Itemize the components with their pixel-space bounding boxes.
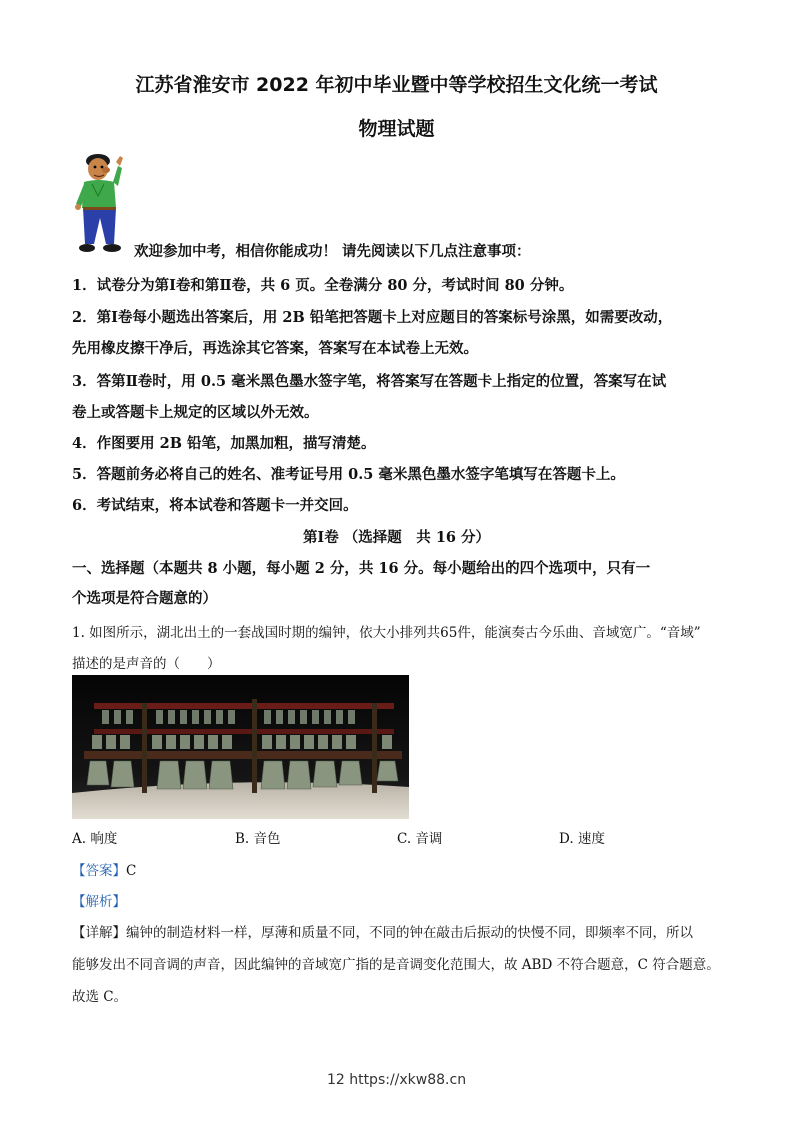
part-heading-line-2: 个选项是符合题意的） [72,590,217,607]
question-stem-line-1: 1. 如图所示，湖北出土的一套战国时期的编钟，依大小排列共65件，能演奏古今乐曲、音域宽广。“音域” [72,625,701,641]
notice-2-line-1: 2．第Ⅰ卷每小题选出答案后，用 2B 铅笔把答题卡上对应题目的答案标号涂黑，如需要改动， [72,309,673,326]
notice-4: 4．作图要用 2B 铅笔，加黑加粗，描写清楚。 [72,435,376,452]
page-footer: 12 https://xkw88.cn [326,1072,467,1088]
bianzhong-bells-photo [72,675,409,819]
question-stem-line-2: 描述的是声音的（ ） [72,656,221,672]
notice-3-line-2: 卷上或答题卡上规定的区域以外无效。 [72,404,319,421]
answer-line [72,859,136,879]
option-c: C. 音调 [397,831,443,847]
notice-3-line-1: 3．答第Ⅱ卷时，用 0.5 毫米黑色墨水签字笔，将答案写在答题卡上指定的位置，答案写在试 [72,373,667,390]
detail-tag: 【详解】 [72,925,126,941]
option-b: B. 音色 [235,831,281,847]
detail-line-2: 能够发出不同音调的声音，因此编钟的音域宽广指的是音调变化范围大，故 ABD 不符合题意，C 符合题意。 [72,957,720,973]
page-title: 江苏省淮安市 2022 年初中毕业暨中等学校招生文化统一考试 [135,74,658,96]
option-a: A. 响度 [72,831,118,847]
part-heading-line-1: 一、选择题（本题共 8 小题，每小题 2 分，共 16 分。每小题给出的四个选项中，只有一 [72,560,651,577]
cartoon-boy-illustration [72,152,134,258]
welcome-message: 欢迎参加中考，相信你能成功！ 请先阅读以下几点注意事项： [134,243,531,260]
notice-1: 1．试卷分为第Ⅰ卷和第Ⅱ卷，共 6 页。全卷满分 80 分，考试时间 80 分钟。 [72,277,574,294]
detail-line-3: 故选 C。 [72,989,128,1005]
detail-text-1: 编钟的制造材料一样，厚薄和质量不同，不同的钟在敲击后振动的快慢不同，即频率不同，所以 [126,925,693,941]
notice-2-line-2: 先用橡皮擦干净后，再选涂其它答案，答案写在本试卷上无效。 [72,340,478,357]
notice-6: 6．考试结束，将本试卷和答题卡一并交回。 [72,497,358,514]
option-d: D. 速度 [559,831,605,847]
answer-value: C [126,863,137,879]
analysis-tag: 【解析】 [72,894,126,910]
section-title: 第Ⅰ卷 （选择题 共 16 分） [302,529,491,546]
notice-5: 5．答题前务必将自己的姓名、准考证号用 0.5 毫米黑色墨水签字笔填写在答题卡上。 [72,466,625,483]
answer-tag: 【答案】 [72,863,126,879]
detail-line-1 [72,921,693,941]
page-subtitle: 物理试题 [358,118,435,140]
